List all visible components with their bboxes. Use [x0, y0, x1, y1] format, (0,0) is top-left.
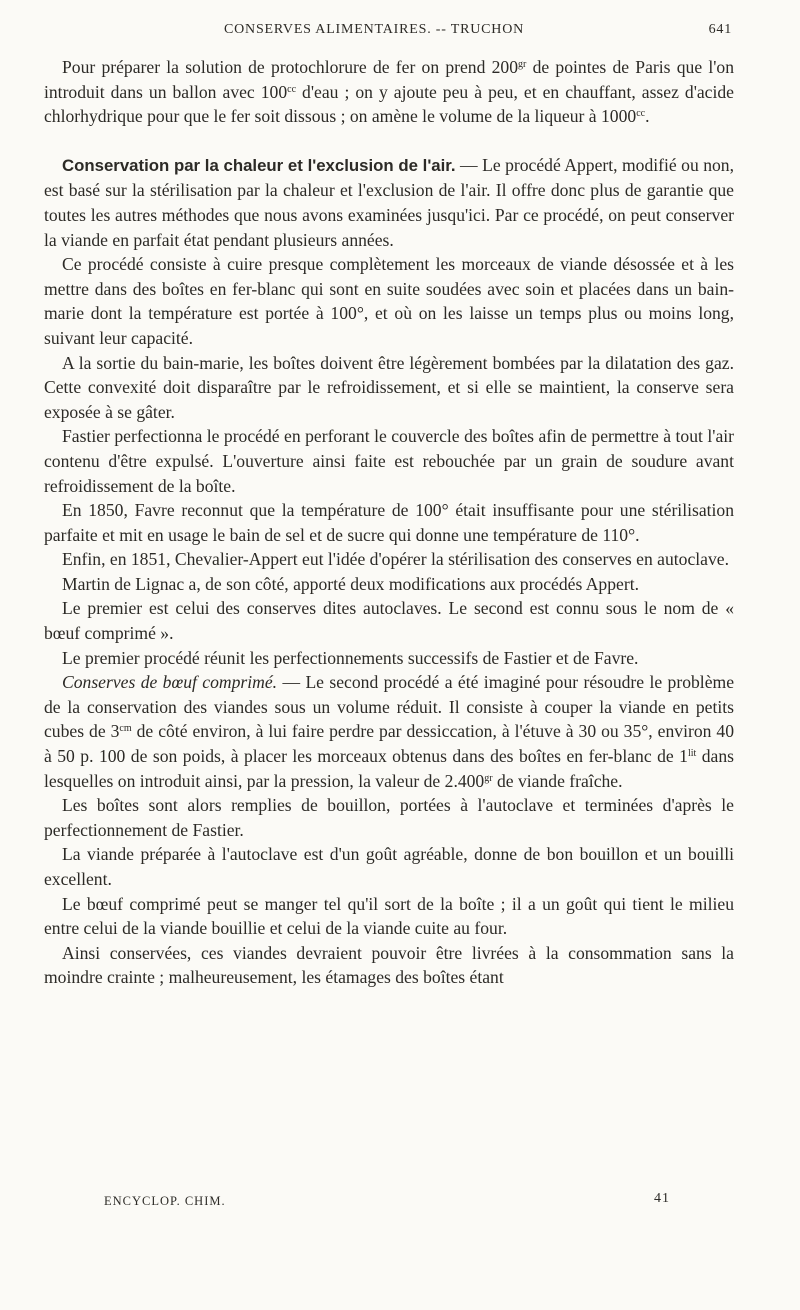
paragraph: Enfin, en 1851, Chevalier-Appert eut l'idée d'opérer la stérilisation des conserves en autoclave.: [62, 549, 729, 570]
italic-subheading: Conserves de bœuf comprimé.: [62, 672, 278, 693]
paragraph: Ainsi conservées, ces viandes devraient pouvoir être livrées à la consommation sans la moindre crainte ; malheureusement, les étamages des boîtes étant: [44, 942, 734, 988]
paragraph: Conservation par la chaleur et l'exclusion de l'air. — Le procédé Appert, modifié ou non, est basé sur la stérilisation par la chaleur et l'exclusion de l'air. Il offre donc plus de garantie que toutes les autres méthodes que nous avons examinées jusqu'ici. Par ce procédé, on peut conserver la viande en parfait état pendant plusieurs années.: [44, 154, 734, 250]
paragraph: A la sortie du bain-marie, les boîtes doivent être légèrement bombées par la dilatation des gaz. Cette convexité doit disparaître par le refroidissement, et si elle se maintient, la conserve sera exposée à se gâter.: [44, 352, 734, 422]
paragraph: Le premier procédé réunit les perfectionnements successifs de Fastier et de Favre.: [62, 647, 639, 668]
signature-number: 41: [654, 1191, 670, 1206]
paragraph: Les boîtes sont alors remplies de bouillon, portées à l'autoclave et terminées d'après le perfectionnement de Fastier.: [44, 795, 734, 840]
section-heading: Conservation par la chaleur et l'exclusion de l'air.: [62, 155, 456, 175]
paragraph: La viande préparée à l'autoclave est d'un goût agréable, donne de bon bouillon et un bouilli excellent.: [44, 844, 734, 889]
paragraph: Fastier perfectionna le procédé en perforant le couvercle des boîtes afin de permettre à tout l'air contenu d'être expulsé. L'ouverture ainsi faite est rebouchée par un grain de soudure avant refroidissement de la boîte.: [44, 426, 734, 496]
paragraph: Martin de Lignac a, de son côté, apporté deux modifications aux procédés Appert.: [62, 573, 639, 594]
page-footer: [104, 1191, 670, 1214]
paragraph: Conserves de bœuf comprimé. — Le second procédé a été imaginé pour résoudre le problème de la conservation des viandes sous un volume réduit. Il consiste à couper la viande en petits cubes de $3^{cm}$ de côté environ, à lui faire perdre par dessiccation, à l'étuve à 30 ou 35°, environ 40 à 50 p. 100 de son poids, à placer les morceaux obtenus dans des boîtes en fer-blanc de $1^{lit}$ dans lesquelles on introduit ainsi, par la pression, la valeur de $2.400^{gr}$ de viande fraîche.: [44, 672, 735, 791]
running-header: [44, 22, 732, 44]
paragraph: Le premier est celui des conserves dites autoclaves. Le second est connu sous le nom de « bœuf comprimé ».: [44, 598, 734, 644]
paragraph: Pour préparer la solution de protochlorure de fer on prend $200^{gr}$ de pointes de Paris que l'on introduit dans un ballon avec $100^{cc}$ d'eau ; on y ajoute peu à peu, et en chauffant, assez d'acide chlorhydrique pour que le fer soit dissous ; on amène le volume de la liqueur à $1000^{cc}$.: [44, 57, 735, 127]
running-title: CONSERVES ALIMENTAIRES. -- TRUCHON: [224, 22, 525, 37]
body-text: [44, 55, 734, 990]
paragraph: Le bœuf comprimé peut se manger tel qu'il sort de la boîte ; il a un goût qui tient le milieu entre celui de la viande bouillie et celui de la viande cuite au four.: [44, 893, 734, 939]
page-number: 641: [708, 22, 732, 37]
paragraph: En 1850, Favre reconnut que la température de 100° était insuffisante pour une stérilisation parfaite et mit en usage le bain de sel et de sucre qui donne une température de 110°.: [44, 500, 734, 545]
footer-encyclop: ENCYCLOP. CHIM.: [104, 1194, 226, 1208]
paragraph: Ce procédé consiste à cuire presque complètement les morceaux de viande désossée et à les mettre dans des boîtes en fer-blanc qui sont en suite soudées avec soin et placées dans un bain-marie dont la température est portée à 100°, et où on les laisse un temps plus ou moins long, suivant leur capacité.: [44, 254, 734, 348]
